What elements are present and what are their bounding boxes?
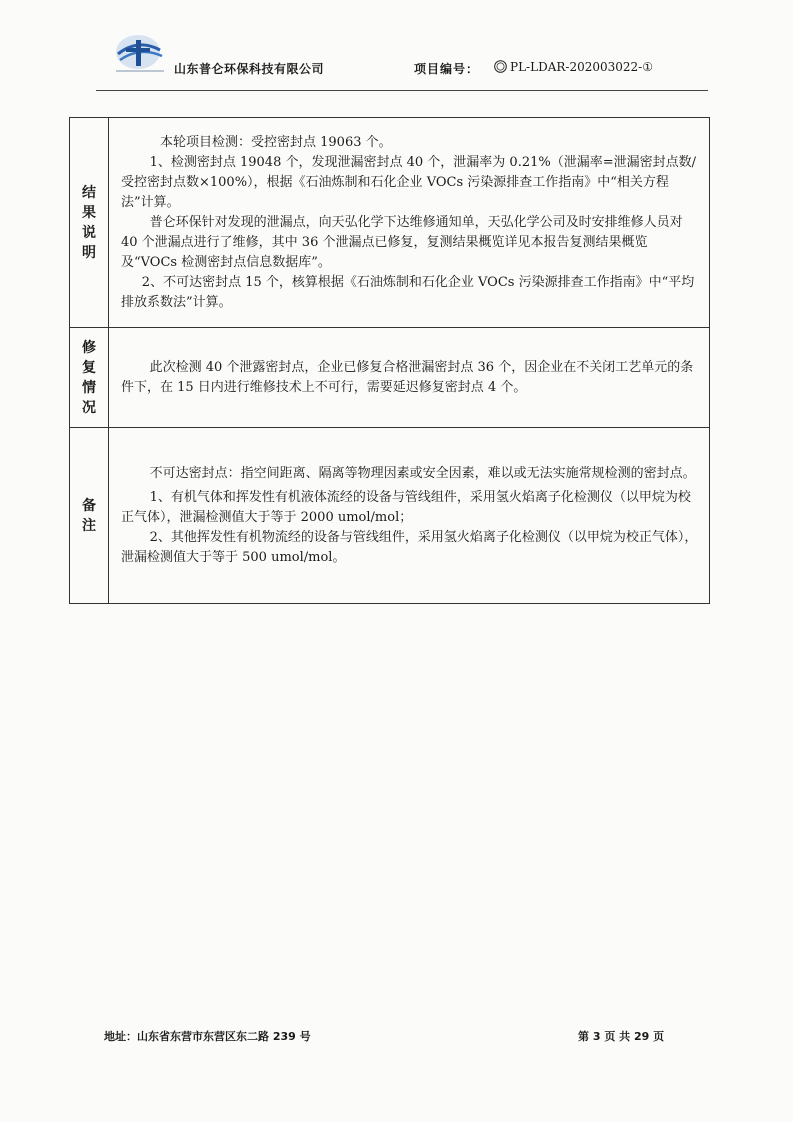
remarks-paragraph: 2、其他挥发性有机物流经的设备与管线组件，采用氢火焰离子化检测仪（以甲烷为校正气体），泄漏检测值大于等于 500 umol/mol。	[121, 529, 698, 565]
results-label: 结 果 说 明	[70, 118, 109, 328]
company-name: 山东普仑环保科技有限公司	[174, 62, 325, 76]
remarks-paragraph: 1、有机气体和挥发性有机液体流经的设备与管线组件，采用氢火焰离子化检测仪（以甲烷为校正气体），泄漏检测值大于等于 2000 umol/mol；	[121, 489, 691, 525]
report-table	[69, 117, 710, 604]
company-logo-icon	[108, 32, 170, 76]
remarks-row	[70, 428, 710, 604]
repair-row	[70, 328, 710, 428]
project-number-label: 项目编号：	[414, 62, 480, 76]
results-content	[109, 118, 710, 328]
project-number: PL-LDAR-202003022-①	[510, 60, 653, 74]
registered-seal-icon	[494, 60, 507, 73]
results-row	[70, 118, 710, 328]
repair-label: 修 复 情 况	[70, 328, 109, 428]
results-paragraph: 1、检测密封点 19048 个，发现泄漏密封点 40 个，泄漏率为 0.21%（泄漏率=泄漏密封点数/受控密封点数×100%），根据《石油炼制和石化企业 VOCs 污染源排查工作指南》中“相关方程法”计算。	[121, 154, 696, 210]
repair-content	[109, 328, 710, 428]
results-paragraph: 2、不可达密封点 15 个，核算根据《石油炼制和石化企业 VOCs 污染源排查工作指南》中“平均排放系数法”计算。	[121, 274, 695, 310]
header-divider	[96, 90, 708, 91]
footer-page-number: 第 3 页 共 29 页	[578, 1030, 665, 1043]
results-paragraph: 本轮项目检测：受控密封点 19063 个。	[160, 134, 392, 150]
footer-address: 地址：山东省东营市东营区东二路 239 号	[104, 1030, 311, 1043]
remarks-paragraph: 不可达密封点：指空间距离、隔离等物理因素或安全因素，难以或无法实施常规检测的密封点。	[149, 465, 696, 481]
remarks-label: 备 注	[70, 428, 109, 604]
results-paragraph: 普仑环保针对发现的泄漏点，向天弘化学下达维修通知单，天弘化学公司及时安排维修人员对 40 个泄漏点进行了维修，其中 36 个泄漏点已修复，复测结果概览详见本报告复测结果概览及“VOCs 检测密封点信息数据库”。	[121, 214, 683, 270]
remarks-content	[109, 428, 710, 604]
page-header	[96, 30, 708, 90]
repair-paragraph: 此次检测 40 个泄露密封点，企业已修复合格泄漏密封点 36 个，因企业在不关闭工艺单元的条件下，在 15 日内进行维修技术上不可行，需要延迟修复密封点 4 个。	[121, 359, 694, 395]
